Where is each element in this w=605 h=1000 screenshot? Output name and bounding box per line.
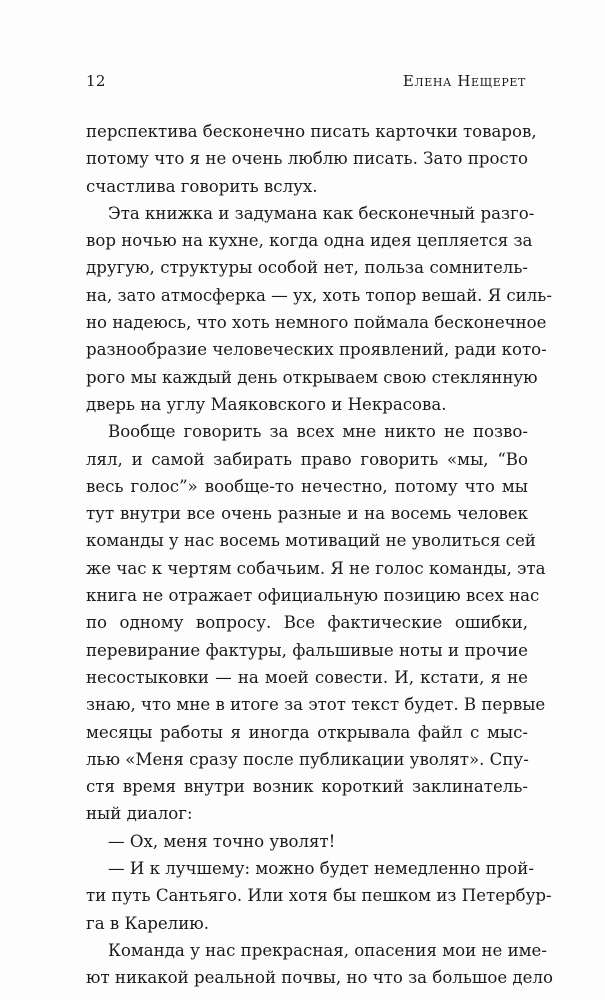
running-title: Елена Нещерет — [402, 72, 526, 90]
text-line: другую, структуры особой нет, польза сомнитель- — [86, 258, 528, 278]
text-line: дверь на углу Маяковского и Некрасова. — [86, 394, 447, 414]
text-line: книга не отражает официальную позицию всех нас — [86, 586, 540, 606]
text-line: весь голос”» вообще-то нечестно, потому что мы — [86, 476, 528, 496]
text-line: ный диалог: — [86, 804, 193, 824]
text-line: Эта книжка и задумана как бесконечный разго- — [108, 203, 535, 223]
text-line: на, зато атмосферка — ух, хоть топор вешай. Я силь- — [86, 285, 552, 305]
text-line: по одному вопросу. Все фактические ошибки, — [86, 613, 528, 633]
text-line: Вообще говорить за всех мне никто не позво- — [108, 422, 528, 442]
text-line: тут внутри все очень разные и на восемь человек — [86, 504, 528, 524]
text-line: стя время внутри возник короткий заклинатель- — [86, 777, 528, 797]
text-line: — И к лучшему: можно будет немедленно прой- — [108, 859, 534, 879]
running-head — [86, 72, 526, 96]
body-text — [86, 118, 553, 992]
text-line: ют никакой реальной почвы, но что за большое дело — [86, 968, 553, 988]
text-line: лял, и самой забирать право говорить «мы, “Во — [86, 449, 528, 469]
text-line: Команда у нас прекрасная, опасения мои не име- — [108, 940, 547, 960]
text-line: разнообразие человеческих проявлений, ради кото- — [86, 340, 547, 360]
text-line: вор ночью на кухне, когда одна идея цепляется за — [86, 231, 533, 251]
text-line: знаю, что мне в итоге за этот текст будет. В первые — [86, 695, 546, 715]
text-line: потому что я не очень люблю писать. Зато просто — [86, 149, 528, 169]
text-line: перспектива бесконечно писать карточки товаров, — [86, 122, 537, 141]
text-line: рого мы каждый день открываем свою стеклянную — [86, 367, 538, 387]
text-line: же час к чертям собачьим. Я не голос команды, эта — [86, 558, 546, 578]
text-line: несостыковки — на моей совести. И, кстати, я не — [86, 667, 528, 687]
text-line: но надеюсь, что хоть немного поймала бесконечное — [86, 313, 547, 333]
page-number: 12 — [86, 72, 106, 90]
text-line: перевирание фактуры, фальшивые ноты и прочие — [86, 640, 528, 660]
text-line: месяцы работы я иногда открывала файл с мыс- — [86, 722, 528, 742]
text-line: — Ох, меня точно уволят! — [108, 831, 336, 851]
text-line: команды у нас восемь мотиваций не уволиться сей — [86, 531, 536, 551]
text-line: лью «Меня сразу после публикации уволят». Спу- — [86, 749, 529, 769]
text-line: счастлива говорить вслух. — [86, 176, 318, 196]
text-line: га в Карелию. — [86, 913, 209, 933]
text-line: ти путь Сантьяго. Или хотя бы пешком из Петербур- — [86, 886, 552, 906]
